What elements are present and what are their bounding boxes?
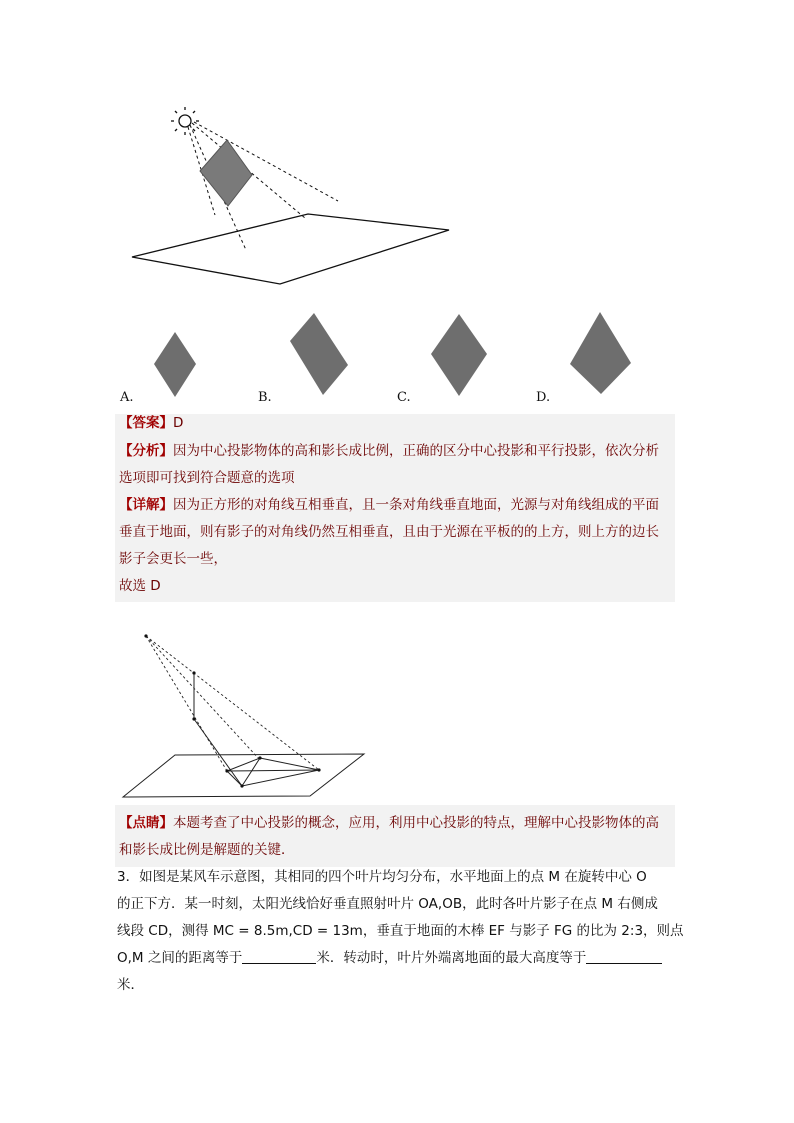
question3-line-1: 3．如图是某风车示意图，其相同的四个叶片均匀分布，水平地面上的点 M 在旋转中心 O	[117, 869, 647, 885]
question3-line-4: O,M 之间的距离等于 米．转动时，叶片外端离地面的最大高度等于	[117, 945, 662, 972]
comment-line-2: 和影长成比例是解题的关键．	[119, 842, 295, 858]
comment-line-1: 【点睛】本题考查了中心投影的概念，应用，利用中心投影的特点，理解中心投影物体的高	[119, 815, 659, 831]
option-b-shape[interactable]	[285, 308, 355, 398]
option-a-label[interactable]: A.	[120, 390, 134, 405]
option-d-shape[interactable]	[566, 308, 636, 398]
conclusion-line: 故选 D	[119, 578, 161, 594]
analysis-line-2: 选项即可找到符合题意的选项	[119, 470, 295, 486]
option-c-label[interactable]: C.	[397, 390, 411, 405]
option-d-label[interactable]: D.	[536, 390, 551, 405]
detail-line-3: 影子会更长一些，	[119, 551, 227, 567]
sun-icon	[171, 107, 199, 135]
light-projection-figure	[120, 100, 460, 295]
detail-line-2: 垂直于地面，则有影子的对角线仍然互相垂直，且由于光源在平板的的上方，则上方的边长	[119, 524, 659, 540]
answer-blank-2[interactable]	[586, 949, 662, 964]
pyramid-projection-figure	[120, 630, 368, 805]
question3-line-3: 线段 CD，测得 MC = 8.5m,CD = 13m，垂直于地面的木棒 EF 与影子 FG 的比为 2:3，则点	[117, 923, 684, 939]
answer-blank-1[interactable]	[242, 949, 316, 964]
question3-line-2: 的正下方．某一时刻，太阳光线恰好垂直照射叶片 OA,OB，此时各叶片影子在点 M 右侧成	[117, 896, 658, 912]
analysis-line-1: 【分析】因为中心投影物体的高和影长成比例，正确的区分中心投影和平行投影，依次分析	[119, 443, 659, 459]
option-c-shape[interactable]	[428, 310, 492, 400]
ground-plane	[132, 214, 449, 284]
question3-line-5: 米．	[117, 977, 144, 993]
answer-line: 【答案】D	[119, 415, 184, 431]
square-board	[200, 140, 252, 206]
detail-line-1: 【详解】因为正方形的对角线互相垂直，且一条对角线垂直地面，光源与对角线组成的平面	[119, 497, 659, 513]
option-a-shape[interactable]	[150, 330, 200, 400]
option-b-label[interactable]: B.	[258, 390, 272, 405]
light-rays	[188, 122, 338, 250]
